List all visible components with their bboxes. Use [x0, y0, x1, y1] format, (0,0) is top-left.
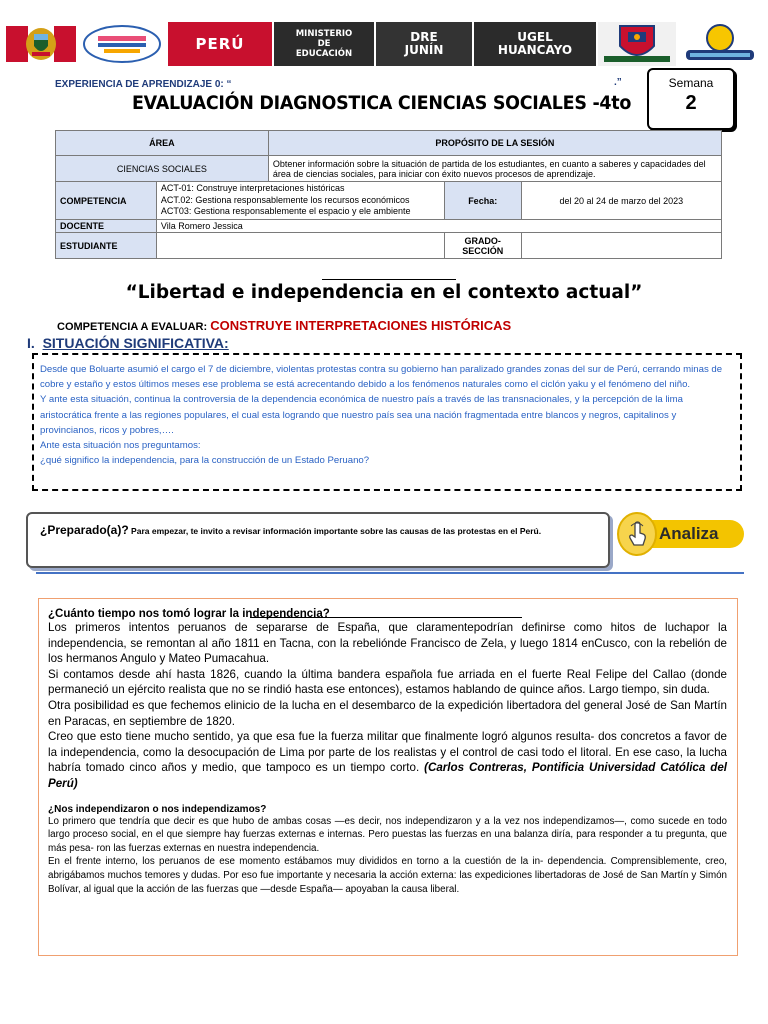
situacion-paragraph: Desde que Boluarte asumió el cargo el 7 de diciembre, violentas protestas contra su gobierno han paralizado grandes zonas del sur de Perú, cerrando minas de cobre y estaño y estos últimos meses ese problema se está acrecentando debido a los fenómenos naturales como el ciclón yaku y el fenómeno del niño.: [40, 364, 723, 391]
situacion-paragraph: Y ante esta situación, continua la controversia de la dependencia económica de nuestro país a través de las transnacionales, y la percepción de la lima aristocrática frente a las regiones populares, el cual esta logrando que nuestro país sea una nación fragmentada entre blancos y negros, capitalinos y provincianos, ricos y pobres,….: [40, 394, 683, 436]
act2-code: ACT.02: [160, 194, 191, 205]
fecha-header: Fecha:: [444, 182, 521, 220]
area-header: ÁREA: [56, 131, 269, 156]
semana-number: 2: [685, 92, 697, 114]
reading-citation: (Carlos Contreras, Pontificia Universidad Católica del Perú): [48, 761, 727, 790]
area-value: CIENCIAS SOCIALES: [56, 156, 269, 182]
competencia-evaluar-value: CONSTRUYE INTERPRETACIONES HISTÓRICAS: [210, 318, 512, 333]
reading-paragraph: Otra posibilidad es que fechemos elinicio de la lucha en el desembarco de la expedición libertadora del general José de San Martín en Paracas, en septiembre de 1820.: [48, 698, 727, 728]
hand-touch-icon: [617, 512, 657, 556]
situacion-paragraph: Ante esta situación nos preguntamos:: [40, 440, 201, 452]
preparado-text: Para empezar, te invito a revisar información importante sobre las causas de las protestas en el Perú.: [128, 526, 542, 536]
experiencia-label: EXPERIENCIA DE APRENDIZAJE 0: “: [55, 79, 232, 90]
header-bar: [6, 22, 762, 66]
ugel-label: [474, 22, 596, 66]
reading-paragraph: En el frente interno, los peruanos de ese momento estábamos muy divididos en torno a la cuestión de la in- dependencia. Comprensiblemente, creo, abrigábamos muchos temores y dudas. Por eso fue importante y necesaria la acción externa: las expediciones libertadoras de José de San Martín y Simón Bolívar, al igual que la acción de las fuerzas que —desde España— apoyaban la causa liberal.: [48, 856, 727, 895]
act1-text: : Construye interpretaciones históricas: [191, 183, 345, 194]
dre-label: [376, 22, 472, 66]
competencia-header: COMPETENCIA: [56, 182, 157, 220]
grado-header: GRADO-SECCIÓN: [444, 233, 521, 259]
dre-line: JUNÍN: [404, 43, 444, 57]
ministerio-line: EDUCACIÓN: [295, 49, 353, 59]
competencia-evaluar: [57, 318, 511, 333]
reading-question-2: ¿Nos independizaron o nos independizamos?: [48, 803, 267, 815]
act3-text: : Gestiona responsablemente el espacio y ele ambiente: [188, 206, 411, 217]
title-divider: [322, 279, 456, 280]
lesson-subtitle: “Libertad e independencia en el contexto actual”: [125, 282, 643, 303]
ugel-line: HUANCAYO: [497, 43, 573, 57]
estudiante-value[interactable]: [156, 233, 444, 259]
reading-paragraph-text: Creo que esto tiene mucho sentido, ya que esa fue la fuerza militar que finalmente logró algunos resulta- dos concretos a favor de la independencia, como la desocupación de Lima por parte de los realistas y el control de casi todo el litoral. En ese caso, la lucha habría tomado cinco años y medio, que tampoco es un tiempo corto.: [48, 730, 727, 775]
school-crest-logo: [598, 22, 676, 66]
peru-shield-logo: [6, 22, 76, 66]
ministerio-line: MINISTERIO: [295, 29, 353, 39]
reading-paragraph: [48, 729, 727, 791]
semana-label: Semana: [668, 76, 714, 90]
ministerio-line: DE: [317, 39, 331, 49]
analiza-badge: [617, 512, 744, 556]
fecha-value: del 20 al 24 de marzo del 2023: [521, 182, 721, 220]
complete-emblem-logo: [678, 22, 762, 66]
reading-question-1: ¿Cuánto tiempo nos tomó lograr la independencia?: [48, 608, 330, 620]
peru-label: PERÚ: [168, 22, 272, 66]
act1-code: ACT-01: [160, 183, 192, 194]
docente-value: Vila Romero Jessica: [156, 220, 721, 233]
section-number: I.: [27, 335, 35, 351]
competencia-list: [156, 182, 444, 220]
dre-line: DRE: [410, 30, 438, 44]
section-heading: [27, 335, 229, 351]
preparado-question: ¿Preparado(a)?: [40, 523, 129, 537]
grado-value[interactable]: [521, 233, 721, 259]
estudiante-header: ESTUDIANTE: [56, 233, 157, 259]
section-divider: [36, 572, 744, 574]
docente-header: DOCENTE: [56, 220, 157, 233]
situacion-question: ¿qué significo la independencia, para la construcción de un Estado Peruano?: [40, 455, 370, 467]
analiza-label: Analiza: [659, 524, 719, 543]
act3-code: ACT03: [160, 206, 189, 217]
situacion-significativa-box: [32, 353, 742, 491]
education-oval-logo: [82, 24, 162, 64]
session-info-table: [55, 130, 722, 259]
preparado-box: [26, 512, 610, 568]
proposito-value: Obtener información sobre la situación de partida de los estudiantes, en cuanto a saberes y capacidades del área de ciencias sociales, para iniciar con éxito nuevos procesos de aprendizaje.: [268, 156, 721, 182]
ministerio-label: [274, 22, 374, 66]
reading-box: [38, 598, 738, 956]
ugel-line: UGEL: [517, 30, 553, 44]
act2-text: : Gestiona responsablemente los recursos económicos: [190, 194, 410, 205]
reading-paragraph: Si contamos desde ahí hasta 1826, cuando la última bandera española fue arriada en el fuerte Real Felipe del Callao (donde permaneció un ejército realista que no se rindió hasta ese entonces), estamos hablando de quince años. Largo tiempo, sin duda.: [48, 667, 727, 697]
page-title: EVALUACIÓN DIAGNOSTICA CIENCIAS SOCIALES -4to: [132, 92, 632, 114]
semana-box: [647, 68, 735, 130]
section-title: SITUACIÓN SIGNIFICATIVA:: [42, 335, 229, 351]
proposito-header: PROPÓSITO DE LA SESIÓN: [268, 131, 721, 156]
reading-paragraph: Lo primero que tendría que decir es que hubo de ambas cosas —es decir, nos independizaron y a la vez nos independizamos—, como sucede en todo largo proceso social, en el que siempre hay fuerzas externas e internas. Pero puestas las fuerzas en una balanza diría, para responder a tu pregunta, que más pesa- ron las fuerzas externas en nuestra independencia.: [48, 815, 727, 854]
reading-paragraph: Los primeros intentos peruanos de separarse de España, que claramentepodrían definirse como hitos de luchapor la independencia, se remontan al año 1811 en Tacna, con la rebeliónde Francisco de Zela, y luego 1814 enCusco, con la rebelión de los hermanos Angulo y Mateo Pumacahua.: [48, 621, 727, 666]
competencia-evaluar-label: COMPETENCIA A EVALUAR:: [57, 321, 211, 333]
experiencia-end: .”: [614, 77, 622, 88]
